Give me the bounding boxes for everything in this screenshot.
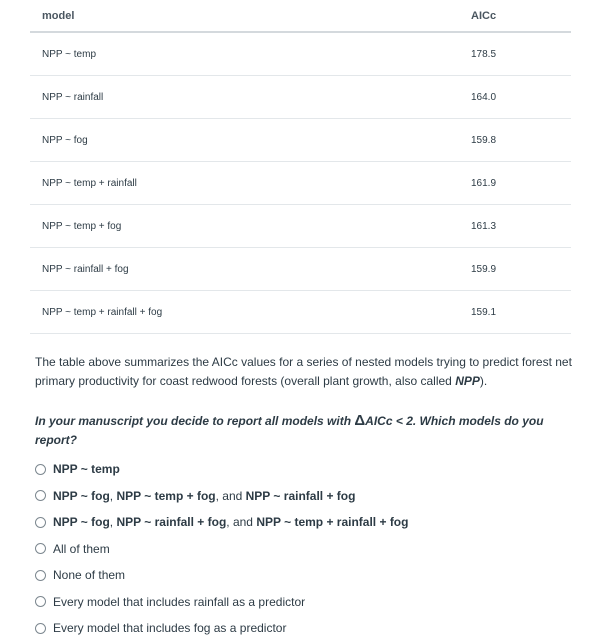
radio-button[interactable] <box>35 596 46 607</box>
model-cell: NPP ~ temp + rainfall + fog <box>30 291 460 334</box>
column-header-model: model <box>30 0 460 32</box>
radio-button[interactable] <box>35 464 46 475</box>
table-row <box>30 291 571 334</box>
option-model: NPP ~ rainfall + fog <box>245 488 356 503</box>
model-cell: NPP ~ temp + fog <box>30 205 460 248</box>
option-text: Every model that includes rainfall as a predictor <box>53 594 306 609</box>
question-text <box>35 412 580 450</box>
model-cell: NPP ~ rainfall + fog <box>30 248 460 291</box>
radio-button[interactable] <box>35 570 46 581</box>
delta-symbol: Δ <box>354 412 366 429</box>
model-table <box>30 0 571 334</box>
option-sep: , <box>109 488 117 503</box>
aicc-cell: 161.3 <box>460 205 571 248</box>
answer-option-3[interactable] <box>35 509 580 536</box>
answer-options <box>35 456 580 642</box>
option-text: Every model that includes fog as a predictor <box>53 621 287 636</box>
answer-option-6[interactable] <box>35 589 580 616</box>
option-text: None of them <box>53 568 126 583</box>
aicc-cell: 164.0 <box>460 76 571 119</box>
answer-option-2[interactable] <box>35 483 580 510</box>
radio-button[interactable] <box>35 623 46 634</box>
prompt-abbr: NPP <box>455 374 480 388</box>
prompt-end: ). <box>479 374 488 388</box>
question-prompt <box>35 353 580 391</box>
question-after: AICc < 2. Which models do you report? <box>35 414 544 447</box>
table-header-row <box>30 0 571 32</box>
option-model: NPP ~ rainfall + fog <box>116 515 227 530</box>
option-model: NPP ~ fog <box>53 488 110 503</box>
table-row <box>30 205 571 248</box>
option-model: NPP ~ temp + rainfall + fog <box>256 515 409 530</box>
table-row <box>30 76 571 119</box>
aicc-table <box>30 0 571 334</box>
radio-button[interactable] <box>35 543 46 554</box>
option-text <box>53 462 120 476</box>
answer-option-5[interactable] <box>35 562 580 589</box>
model-cell: NPP ~ fog <box>30 119 460 162</box>
prompt-text: The table above summarizes the AICc values for a series of nested models trying to predict forest net primary productivity for coast redwood forests (overall plant growth, also called <box>35 355 572 388</box>
model-cell: NPP ~ temp <box>30 32 460 76</box>
option-model: NPP ~ fog <box>53 515 110 530</box>
radio-button[interactable] <box>35 490 46 501</box>
option-text: All of them <box>53 541 110 556</box>
option-sep: , and <box>215 488 246 503</box>
answer-option-4[interactable] <box>35 536 580 563</box>
model-cell: NPP ~ temp + rainfall <box>30 162 460 205</box>
aicc-cell: 159.9 <box>460 248 571 291</box>
option-sep: , and <box>226 515 257 530</box>
option-model: NPP ~ temp + fog <box>116 488 216 503</box>
option-sep: , <box>109 515 117 530</box>
aicc-cell: 161.9 <box>460 162 571 205</box>
answer-option-1[interactable] <box>35 456 580 483</box>
table-row <box>30 248 571 291</box>
option-text <box>53 515 408 529</box>
question-before: In your manuscript you decide to report all models with <box>35 414 355 428</box>
aicc-cell: 159.1 <box>460 291 571 334</box>
column-header-aicc: AICc <box>460 0 571 32</box>
aicc-cell: 178.5 <box>460 32 571 76</box>
table-row <box>30 32 571 76</box>
option-text <box>53 489 355 503</box>
option-model: NPP ~ temp <box>53 462 120 477</box>
aicc-cell: 159.8 <box>460 119 571 162</box>
radio-button[interactable] <box>35 517 46 528</box>
table-row <box>30 162 571 205</box>
table-row <box>30 119 571 162</box>
model-cell: NPP ~ rainfall <box>30 76 460 119</box>
